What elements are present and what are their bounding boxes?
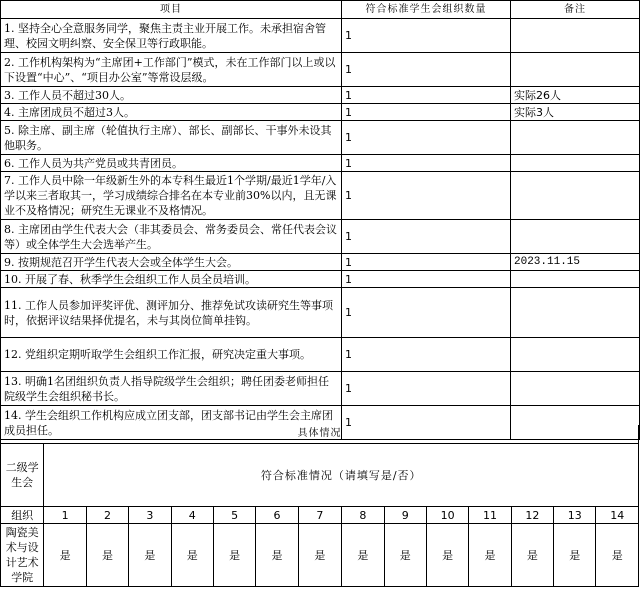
- item-cell[interactable]: 3. 工作人员不超过30人。: [1, 87, 342, 104]
- number-cell: 9: [384, 507, 426, 524]
- item-cell[interactable]: 1. 坚持全心全意服务同学，聚焦主责主业开展工作。未承担宿舍管理、校园文明纠察、安全保卫等行政职能。: [1, 19, 342, 53]
- count-cell[interactable]: 1: [342, 372, 511, 406]
- table-row: [1, 104, 640, 121]
- note-cell[interactable]: [511, 155, 640, 172]
- answer-cell[interactable]: 是: [384, 524, 426, 587]
- number-cell: 13: [554, 507, 596, 524]
- table-row: [1, 220, 640, 254]
- number-row: [1, 507, 639, 524]
- table-row: [1, 172, 640, 220]
- note-cell[interactable]: [511, 271, 640, 288]
- count-cell[interactable]: 1: [342, 155, 511, 172]
- answer-cell[interactable]: 是: [44, 524, 86, 587]
- count-cell[interactable]: 1: [342, 172, 511, 220]
- note-cell[interactable]: [511, 338, 640, 372]
- item-cell[interactable]: 5. 除主席、副主席（轮值执行主席）、部长、副部长、干事外未设其他职务。: [1, 121, 342, 155]
- count-cell[interactable]: 1: [342, 87, 511, 104]
- count-cell[interactable]: 1: [342, 121, 511, 155]
- count-cell[interactable]: 1: [342, 406, 511, 440]
- level-label: 二级学生会: [1, 444, 44, 507]
- detail-title: 具体情况: [0, 425, 639, 443]
- number-cell: 6: [256, 507, 298, 524]
- answer-cell[interactable]: 是: [469, 524, 511, 587]
- standard-label: 符合标准情况（请填写是/否）: [44, 444, 639, 507]
- item-cell[interactable]: 10. 开展了春、秋季学生会组织工作人员全员培训。: [1, 271, 342, 288]
- item-cell[interactable]: 13. 明确1名团组织负责人指导院级学生会组织；聘任团委老师担任院级学生会组织秘书长。: [1, 372, 342, 406]
- item-cell[interactable]: 14. 学生会组织工作机构应成立团支部，团支部书记由学生会主席团成员担任。: [1, 406, 342, 440]
- item-cell[interactable]: 2. 工作机构架构为“主席团+工作部门”模式，未在工作部门以上或以下设置“中心”、“项目办公室”等常设层级。: [1, 53, 342, 87]
- item-cell[interactable]: 4. 主席团成员不超过3人。: [1, 104, 342, 121]
- table-row: [1, 338, 640, 372]
- number-cell: 2: [86, 507, 128, 524]
- answer-cell[interactable]: 是: [129, 524, 171, 587]
- count-cell[interactable]: 1: [342, 104, 511, 121]
- table-row: [1, 288, 640, 338]
- count-cell[interactable]: 1: [342, 288, 511, 338]
- note-cell[interactable]: [511, 121, 640, 155]
- table-row: [1, 121, 640, 155]
- note-cell[interactable]: [511, 372, 640, 406]
- count-cell[interactable]: 1: [342, 254, 511, 271]
- item-cell[interactable]: 6. 工作人员为共产党员或共青团员。: [1, 155, 342, 172]
- count-cell[interactable]: 1: [342, 338, 511, 372]
- note-header: 备注: [511, 1, 640, 19]
- number-cell: 8: [342, 507, 384, 524]
- table-row: [1, 254, 640, 271]
- number-cell: 3: [129, 507, 171, 524]
- number-cell: 10: [426, 507, 468, 524]
- number-cell: 7: [298, 507, 341, 524]
- item-header: 项目: [1, 1, 342, 19]
- header-row: [1, 1, 640, 19]
- note-cell[interactable]: [511, 19, 640, 53]
- table-row: [1, 271, 640, 288]
- note-cell[interactable]: [511, 53, 640, 87]
- count-cell[interactable]: 1: [342, 19, 511, 53]
- item-cell[interactable]: 7. 工作人员中除一年级新生外的本专科生最近1个学期/最近1学年/入学以来三者取其一，学习成绩综合排名在本专业前30%以内，且无课业不及格情况；研究生无课业不及格情况。: [1, 172, 342, 220]
- table-row: [1, 19, 640, 53]
- answer-cell[interactable]: 是: [298, 524, 341, 587]
- org-row: [1, 524, 639, 587]
- note-cell[interactable]: 实际26人: [511, 87, 640, 104]
- note-cell[interactable]: [511, 172, 640, 220]
- table-row: [1, 372, 640, 406]
- org-name[interactable]: 陶瓷美术与设计艺术学院: [1, 524, 44, 587]
- count-cell[interactable]: 1: [342, 53, 511, 87]
- item-cell[interactable]: 11. 工作人员参加评奖评优、测评加分、推荐免试攻读研究生等事项时，依据评议结果择优提名，未与其岗位简单挂钩。: [1, 288, 342, 338]
- answer-cell[interactable]: 是: [596, 524, 639, 587]
- item-cell[interactable]: 9. 按期规范召开学生代表大会或全体学生大会。: [1, 254, 342, 271]
- count-cell[interactable]: 1: [342, 271, 511, 288]
- note-cell[interactable]: 2023.11.15: [511, 254, 640, 271]
- table-row: [1, 155, 640, 172]
- table-row: [1, 87, 640, 104]
- answer-cell[interactable]: 是: [554, 524, 596, 587]
- detail-table: [0, 443, 639, 587]
- note-cell[interactable]: [511, 288, 640, 338]
- answer-cell[interactable]: 是: [426, 524, 468, 587]
- number-cell: 4: [171, 507, 213, 524]
- detail-header-row: [1, 444, 639, 507]
- number-cell: 1: [44, 507, 86, 524]
- table-row: [1, 53, 640, 87]
- note-cell[interactable]: 实际3人: [511, 104, 640, 121]
- note-cell[interactable]: [511, 220, 640, 254]
- answer-cell[interactable]: 是: [256, 524, 298, 587]
- number-cell: 5: [213, 507, 255, 524]
- answer-cell[interactable]: 是: [511, 524, 553, 587]
- item-cell[interactable]: 12. 党组织定期听取学生会组织工作汇报，研究决定重大事项。: [1, 338, 342, 372]
- item-cell[interactable]: 8. 主席团由学生代表大会（非其委员会、常务委员会、常任代表会议等）或全体学生大会选举产生。: [1, 220, 342, 254]
- number-cell: 11: [469, 507, 511, 524]
- number-cell: 14: [596, 507, 639, 524]
- answer-cell[interactable]: 是: [213, 524, 255, 587]
- count-cell[interactable]: 1: [342, 220, 511, 254]
- count-header: 符合标准学生会组织数量: [342, 1, 511, 19]
- answer-cell[interactable]: 是: [342, 524, 384, 587]
- answer-cell[interactable]: 是: [86, 524, 128, 587]
- org-label: 组织: [1, 507, 44, 524]
- answer-cell[interactable]: 是: [171, 524, 213, 587]
- number-cell: 12: [511, 507, 553, 524]
